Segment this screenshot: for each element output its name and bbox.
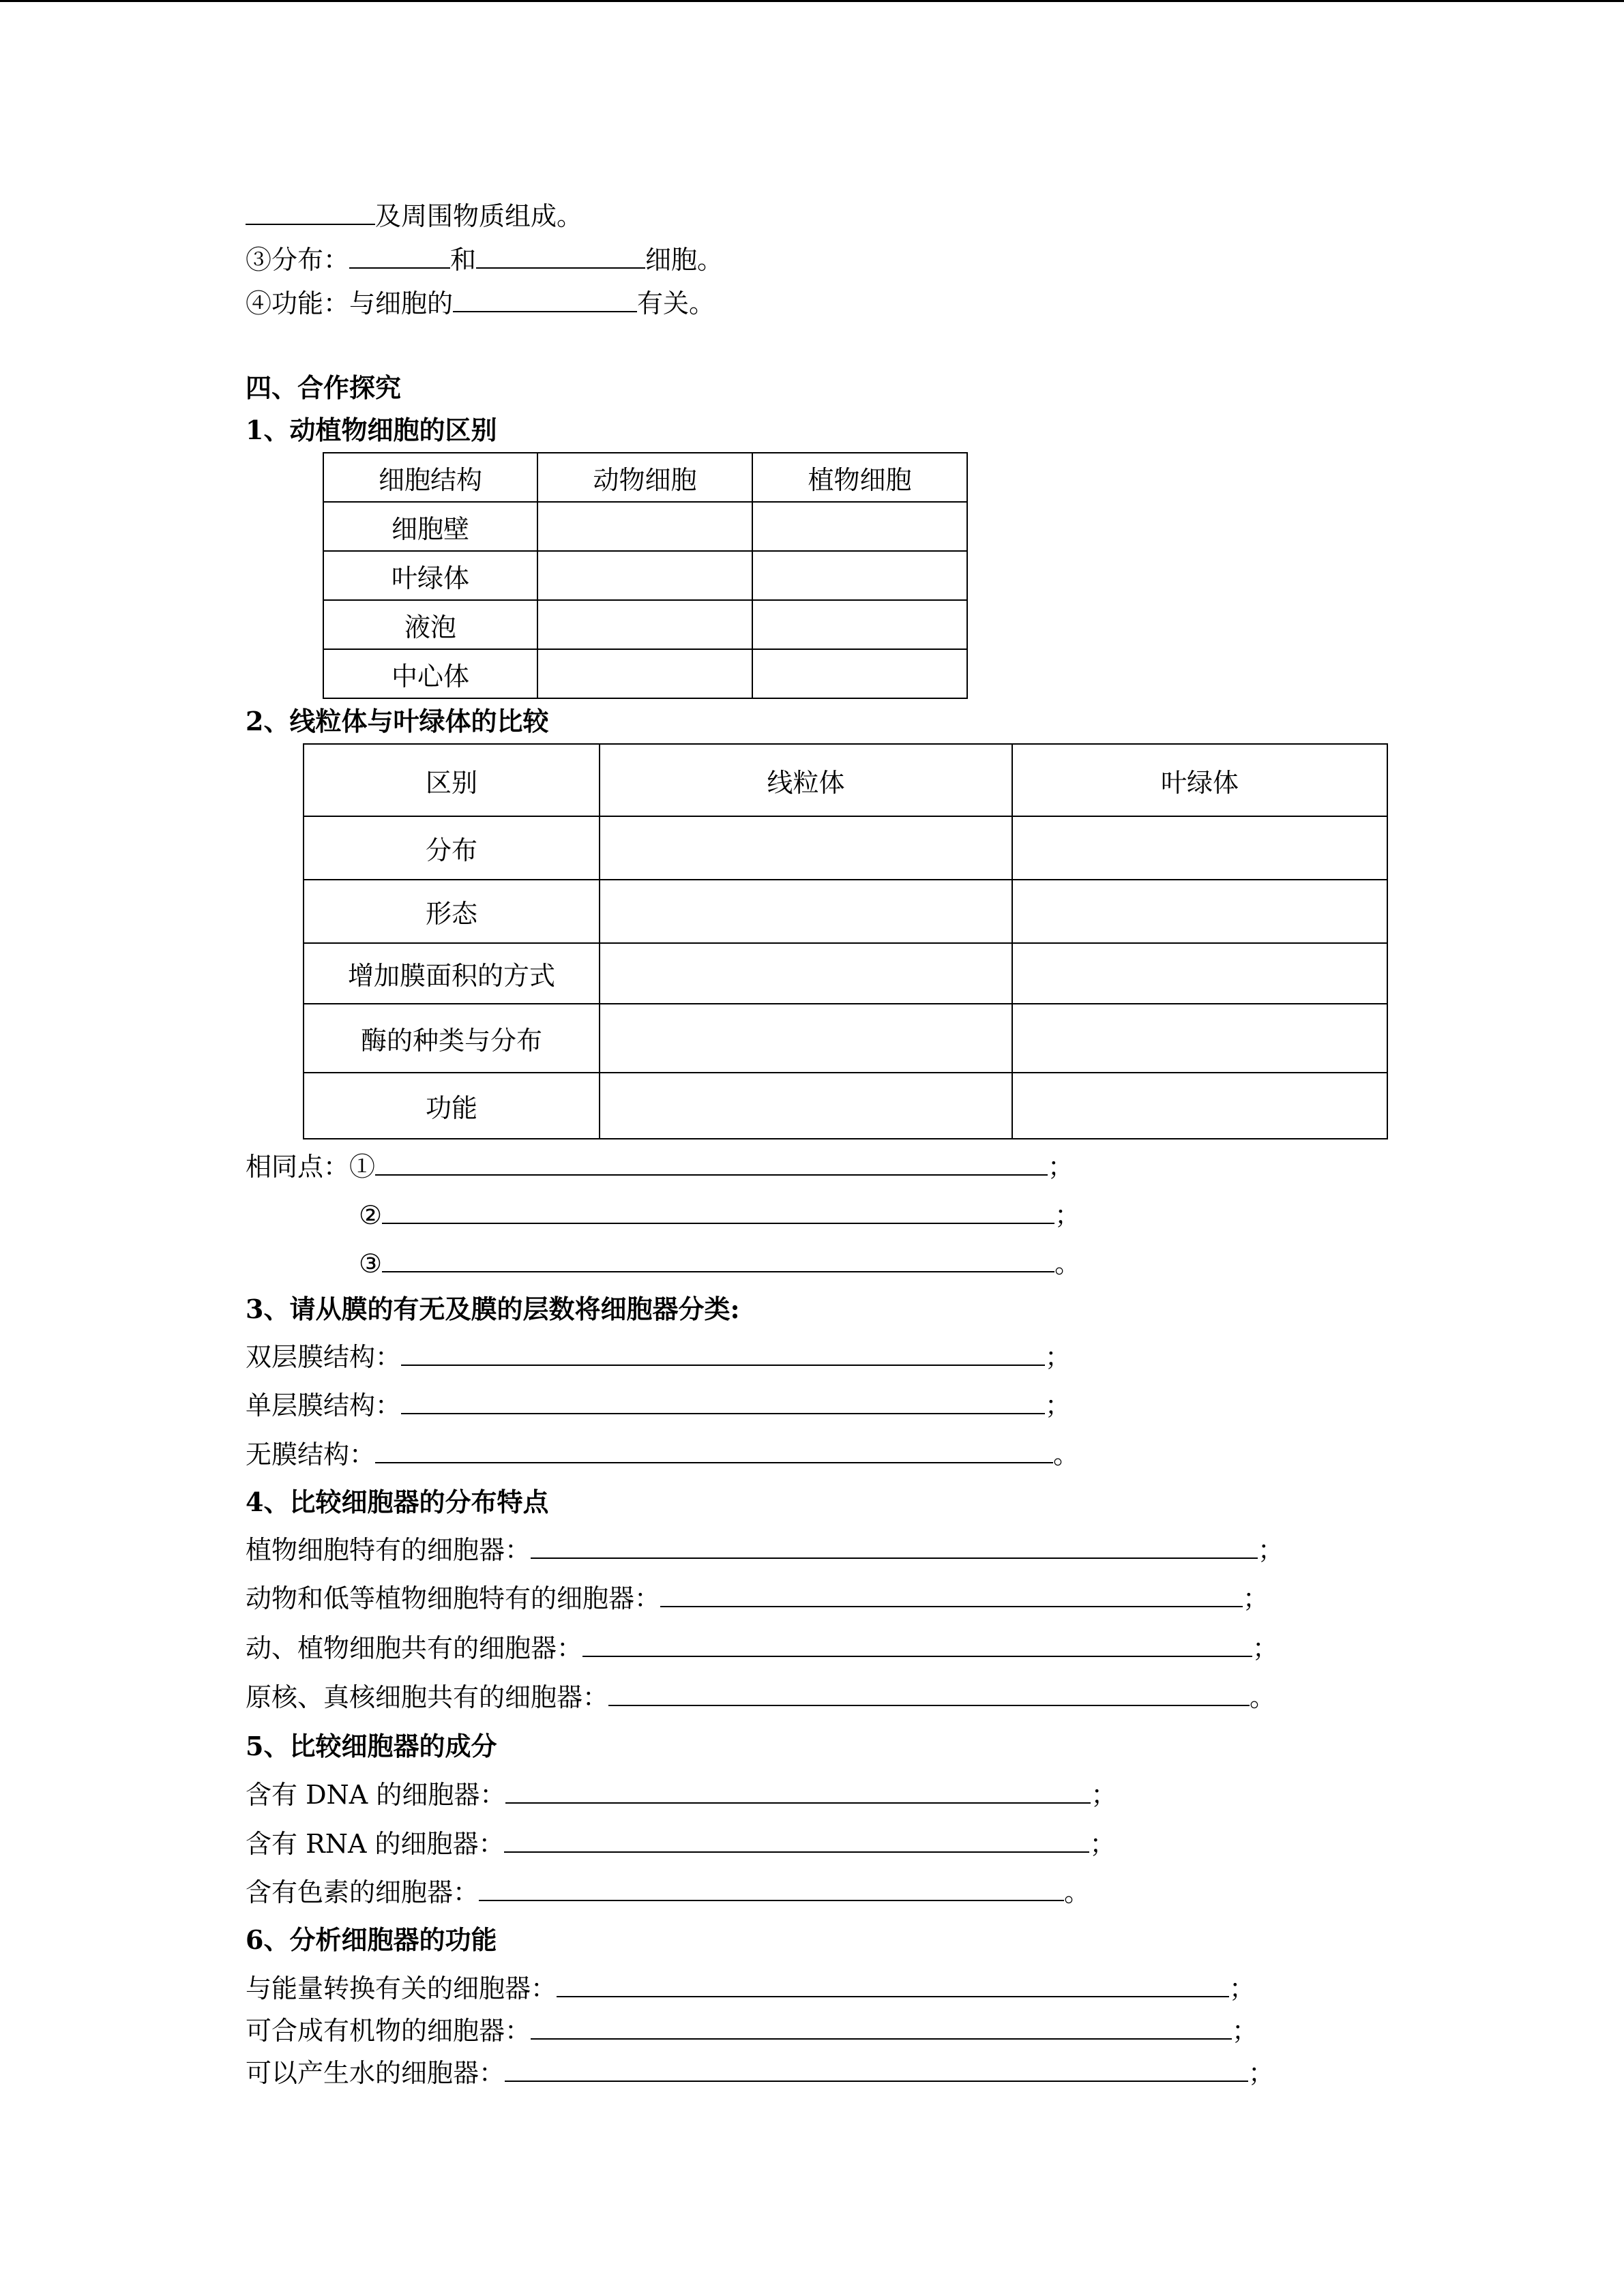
mito-chloro-table: [303, 743, 1388, 1139]
table-row: [323, 649, 967, 698]
column-header: 线粒体: [600, 744, 1012, 816]
answer-cell[interactable]: [600, 816, 1012, 880]
answer-cell[interactable]: [600, 1073, 1012, 1139]
answer-cell[interactable]: [1012, 1004, 1387, 1073]
answer-blank[interactable]: [453, 288, 637, 312]
answer-blank[interactable]: [401, 1390, 1045, 1414]
table-row: [323, 600, 967, 649]
fill-line-composition: 及周围物质组成。: [246, 200, 582, 232]
answer-blank[interactable]: [476, 244, 645, 269]
table-row: [304, 1073, 1387, 1139]
answer-blank[interactable]: [557, 1973, 1229, 1997]
answer-blank[interactable]: [660, 1583, 1243, 1607]
column-header: 叶绿体: [1012, 744, 1387, 816]
answer-cell[interactable]: [1012, 943, 1387, 1004]
answer-cell[interactable]: [1012, 816, 1387, 880]
answer-blank[interactable]: [382, 1199, 1054, 1224]
similarity-line: ③ 。: [359, 1249, 1081, 1279]
answer-cell[interactable]: [537, 502, 752, 551]
answer-cell[interactable]: [537, 649, 752, 698]
answer-blank[interactable]: [504, 1828, 1089, 1853]
similarity-line: ② ；: [359, 1200, 1081, 1230]
similarity-line: 相同点：① ；: [246, 1152, 1074, 1182]
answer-blank[interactable]: [375, 1151, 1048, 1176]
table-row: [304, 816, 1387, 880]
answer-blank[interactable]: [608, 1682, 1250, 1706]
answer-blank[interactable]: [531, 2015, 1232, 2040]
fill-line-function: ④功能：与细胞的 有关。: [246, 288, 715, 318]
row-label: 功能: [304, 1073, 600, 1139]
table-row: [304, 943, 1387, 1004]
q5-title: 5、比较细胞器的成分: [246, 1731, 497, 1761]
fill-line: 含有 DNA 的细胞器： ；: [246, 1780, 1117, 1810]
q2-title: 2、线粒体与叶绿体的比较: [246, 706, 549, 736]
q4-title: 4、比较细胞器的分布特点: [246, 1487, 549, 1517]
column-header: 细胞结构: [323, 453, 537, 502]
answer-cell[interactable]: [537, 551, 752, 600]
answer-cell[interactable]: [600, 880, 1012, 943]
column-header: 动物细胞: [537, 453, 752, 502]
answer-blank[interactable]: [246, 200, 375, 225]
column-header: 植物细胞: [752, 453, 967, 502]
answer-blank[interactable]: [479, 1877, 1064, 1901]
fill-line: 双层膜结构： ；: [246, 1342, 1072, 1372]
row-label: 增加膜面积的方式: [304, 943, 600, 1004]
answer-blank[interactable]: [375, 1439, 1053, 1463]
row-label: 中心体: [323, 649, 537, 698]
answer-blank[interactable]: [582, 1632, 1252, 1657]
answer-cell[interactable]: [600, 1004, 1012, 1073]
fill-line: 无膜结构： 。: [246, 1440, 1080, 1470]
section-title: 四、合作探究: [246, 372, 402, 403]
table-row: [304, 880, 1387, 943]
row-label: 液泡: [323, 600, 537, 649]
table-header-row: [323, 453, 967, 502]
fill-line: 可以产生水的细胞器： ；: [246, 2058, 1275, 2088]
row-label: 酶的种类与分布: [304, 1004, 600, 1073]
answer-cell[interactable]: [1012, 1073, 1387, 1139]
answer-cell[interactable]: [752, 649, 967, 698]
answer-blank[interactable]: [531, 1534, 1258, 1559]
answer-cell[interactable]: [752, 600, 967, 649]
answer-cell[interactable]: [752, 551, 967, 600]
fill-line: 含有色素的细胞器： 。: [246, 1877, 1091, 1907]
page-top-border: [0, 0, 1624, 2]
table-row: [304, 1004, 1387, 1073]
table-header-row: [304, 744, 1387, 816]
fill-line: 原核、真核细胞共有的细胞器： 。: [246, 1682, 1276, 1712]
row-label: 分布: [304, 816, 600, 880]
column-header: 区别: [304, 744, 600, 816]
answer-blank[interactable]: [505, 2057, 1248, 2082]
animal-plant-cell-table: [323, 452, 968, 699]
answer-blank[interactable]: [382, 1248, 1054, 1272]
answer-cell[interactable]: [600, 943, 1012, 1004]
fill-line-distribution: ③分布： 和 细胞。: [246, 245, 724, 275]
fill-line: 动物和低等植物细胞特有的细胞器： ；: [246, 1583, 1269, 1613]
q3-title: 3、请从膜的有无及膜的层数将细胞器分类:: [246, 1294, 740, 1324]
q6-title: 6、分析细胞器的功能: [246, 1924, 497, 1955]
fill-line: 植物细胞特有的细胞器： ；: [246, 1535, 1284, 1565]
fill-line: 可合成有机物的细胞器： ；: [246, 2016, 1258, 2046]
answer-cell[interactable]: [1012, 880, 1387, 943]
fill-line: 与能量转换有关的细胞器： ；: [246, 1973, 1256, 2003]
table-row: [323, 502, 967, 551]
q1-title: 1、动植物细胞的区别: [246, 415, 497, 445]
answer-blank[interactable]: [505, 1779, 1091, 1804]
row-label: 叶绿体: [323, 551, 537, 600]
fill-line: 含有 RNA 的细胞器： ；: [246, 1829, 1116, 1859]
answer-cell[interactable]: [752, 502, 967, 551]
fill-line: 动、植物细胞共有的细胞器： ；: [246, 1633, 1279, 1663]
answer-cell[interactable]: [537, 600, 752, 649]
row-label: 细胞壁: [323, 502, 537, 551]
answer-blank[interactable]: [401, 1341, 1045, 1366]
answer-blank[interactable]: [349, 244, 450, 269]
fill-line: 单层膜结构： ；: [246, 1390, 1072, 1420]
table-row: [323, 551, 967, 600]
row-label: 形态: [304, 880, 600, 943]
